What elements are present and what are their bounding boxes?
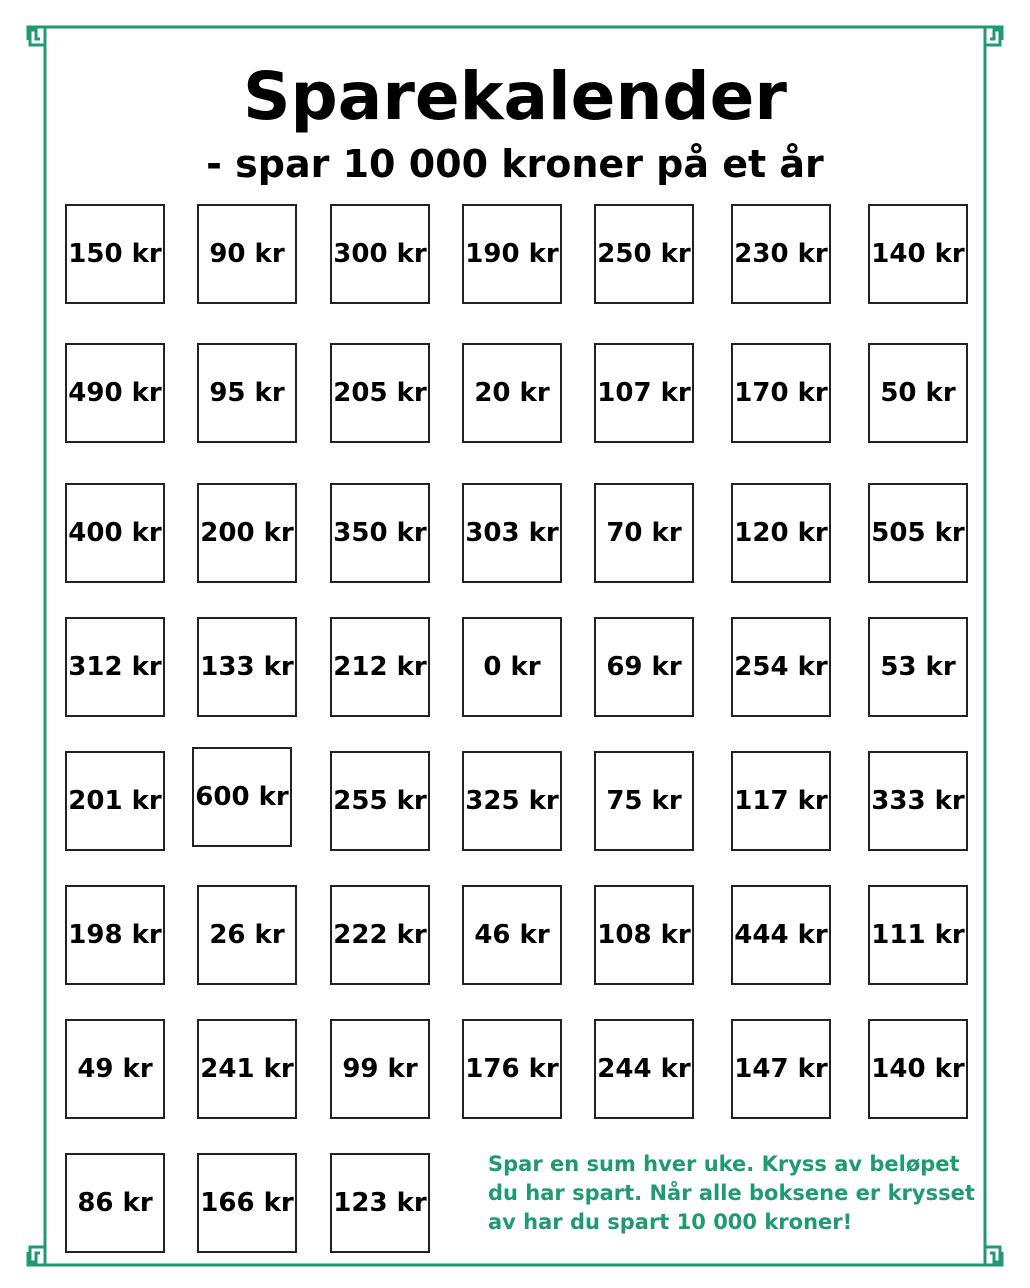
savings-box-amount: 69 kr xyxy=(606,652,682,682)
savings-box-amount: 53 kr xyxy=(880,652,956,682)
savings-box[interactable] xyxy=(330,1153,430,1253)
instructions-line-2: du har spart. Når alle boksene er krysset xyxy=(488,1181,975,1205)
savings-box[interactable] xyxy=(868,751,968,851)
savings-box-amount: 325 kr xyxy=(465,786,559,816)
savings-box[interactable] xyxy=(197,617,297,717)
savings-box-amount: 95 kr xyxy=(209,378,285,408)
savings-box[interactable] xyxy=(868,617,968,717)
savings-box-amount: 205 kr xyxy=(333,378,427,408)
savings-box[interactable] xyxy=(197,204,297,304)
savings-box[interactable] xyxy=(330,617,430,717)
savings-box-amount: 170 kr xyxy=(734,378,828,408)
savings-box[interactable] xyxy=(731,483,831,583)
savings-box[interactable] xyxy=(65,1153,165,1253)
savings-box[interactable] xyxy=(594,751,694,851)
savings-box[interactable] xyxy=(731,885,831,985)
instructions-line-1: Spar en sum hver uke. Kryss av beløpet xyxy=(488,1152,960,1176)
savings-box-amount: 70 kr xyxy=(606,518,682,548)
savings-box-amount: 123 kr xyxy=(333,1188,427,1218)
savings-box-amount: 230 kr xyxy=(734,239,828,269)
savings-box-amount: 250 kr xyxy=(597,239,691,269)
savings-box[interactable] xyxy=(731,343,831,443)
savings-box[interactable] xyxy=(462,204,562,304)
savings-box[interactable] xyxy=(868,885,968,985)
savings-box-amount: 150 kr xyxy=(68,239,162,269)
savings-box[interactable] xyxy=(462,483,562,583)
savings-box[interactable] xyxy=(462,751,562,851)
savings-box-amount: 312 kr xyxy=(68,652,162,682)
savings-box-amount: 600 kr xyxy=(195,782,289,812)
savings-box-amount: 140 kr xyxy=(871,1054,965,1084)
savings-box[interactable] xyxy=(731,204,831,304)
savings-box-amount: 0 kr xyxy=(483,652,541,682)
savings-box-amount: 90 kr xyxy=(209,239,285,269)
savings-box-amount: 222 kr xyxy=(333,920,427,950)
savings-box[interactable] xyxy=(192,747,292,847)
savings-box[interactable] xyxy=(594,617,694,717)
savings-box-amount: 147 kr xyxy=(734,1054,828,1084)
savings-box-amount: 26 kr xyxy=(209,920,285,950)
savings-box[interactable] xyxy=(330,885,430,985)
savings-box-amount: 490 kr xyxy=(68,378,162,408)
savings-box[interactable] xyxy=(462,885,562,985)
savings-box-amount: 133 kr xyxy=(200,652,294,682)
savings-box-amount: 333 kr xyxy=(871,786,965,816)
instructions-line-3: av har du spart 10 000 kroner! xyxy=(488,1210,853,1234)
savings-box[interactable] xyxy=(330,483,430,583)
savings-box[interactable] xyxy=(868,343,968,443)
savings-box[interactable] xyxy=(594,885,694,985)
savings-box[interactable] xyxy=(65,617,165,717)
savings-box-amount: 99 kr xyxy=(342,1054,418,1084)
instructions-text xyxy=(488,1150,988,1237)
savings-box-amount: 120 kr xyxy=(734,518,828,548)
savings-box[interactable] xyxy=(594,343,694,443)
savings-box-amount: 50 kr xyxy=(880,378,956,408)
savings-box[interactable] xyxy=(731,1019,831,1119)
savings-box-amount: 255 kr xyxy=(333,786,427,816)
savings-box[interactable] xyxy=(197,343,297,443)
savings-box-amount: 140 kr xyxy=(871,239,965,269)
savings-box-amount: 201 kr xyxy=(68,786,162,816)
savings-box[interactable] xyxy=(65,751,165,851)
savings-box[interactable] xyxy=(65,885,165,985)
savings-box-amount: 166 kr xyxy=(200,1188,294,1218)
savings-box-amount: 111 kr xyxy=(871,920,965,950)
savings-box-amount: 444 kr xyxy=(734,920,828,950)
savings-box[interactable] xyxy=(868,483,968,583)
savings-box[interactable] xyxy=(868,1019,968,1119)
savings-box[interactable] xyxy=(197,885,297,985)
savings-box[interactable] xyxy=(462,343,562,443)
savings-box-amount: 108 kr xyxy=(597,920,691,950)
savings-box[interactable] xyxy=(65,204,165,304)
savings-box[interactable] xyxy=(594,483,694,583)
savings-box[interactable] xyxy=(330,1019,430,1119)
savings-box-amount: 46 kr xyxy=(474,920,550,950)
savings-box[interactable] xyxy=(197,1153,297,1253)
savings-box[interactable] xyxy=(462,617,562,717)
savings-box[interactable] xyxy=(731,617,831,717)
savings-box-amount: 20 kr xyxy=(474,378,550,408)
savings-box-amount: 176 kr xyxy=(465,1054,559,1084)
savings-box[interactable] xyxy=(65,343,165,443)
savings-box[interactable] xyxy=(868,204,968,304)
savings-box[interactable] xyxy=(65,483,165,583)
savings-box-amount: 241 kr xyxy=(200,1054,294,1084)
savings-box-amount: 505 kr xyxy=(871,518,965,548)
savings-box-amount: 49 kr xyxy=(77,1054,153,1084)
savings-box-amount: 303 kr xyxy=(465,518,559,548)
savings-box[interactable] xyxy=(330,343,430,443)
savings-box[interactable] xyxy=(462,1019,562,1119)
savings-box-amount: 254 kr xyxy=(734,652,828,682)
savings-box-amount: 75 kr xyxy=(606,786,682,816)
savings-box[interactable] xyxy=(197,1019,297,1119)
savings-box[interactable] xyxy=(330,751,430,851)
savings-box-amount: 350 kr xyxy=(333,518,427,548)
savings-box[interactable] xyxy=(330,204,430,304)
page-title: Sparekalender xyxy=(243,58,787,135)
savings-box[interactable] xyxy=(197,483,297,583)
savings-box[interactable] xyxy=(594,1019,694,1119)
savings-box-amount: 244 kr xyxy=(597,1054,691,1084)
savings-box[interactable] xyxy=(594,204,694,304)
savings-box-amount: 107 kr xyxy=(597,378,691,408)
savings-box-amount: 212 kr xyxy=(333,652,427,682)
savings-box-amount: 198 kr xyxy=(68,920,162,950)
savings-box-amount: 190 kr xyxy=(465,239,559,269)
savings-box-amount: 400 kr xyxy=(68,518,162,548)
savings-box-amount: 86 kr xyxy=(77,1188,153,1218)
savings-box-amount: 200 kr xyxy=(200,518,294,548)
savings-box-amount: 117 kr xyxy=(734,786,828,816)
savings-box-amount: 300 kr xyxy=(333,239,427,269)
page-subtitle: - spar 10 000 kroner på et år xyxy=(206,142,824,186)
savings-box[interactable] xyxy=(731,751,831,851)
savings-box[interactable] xyxy=(65,1019,165,1119)
